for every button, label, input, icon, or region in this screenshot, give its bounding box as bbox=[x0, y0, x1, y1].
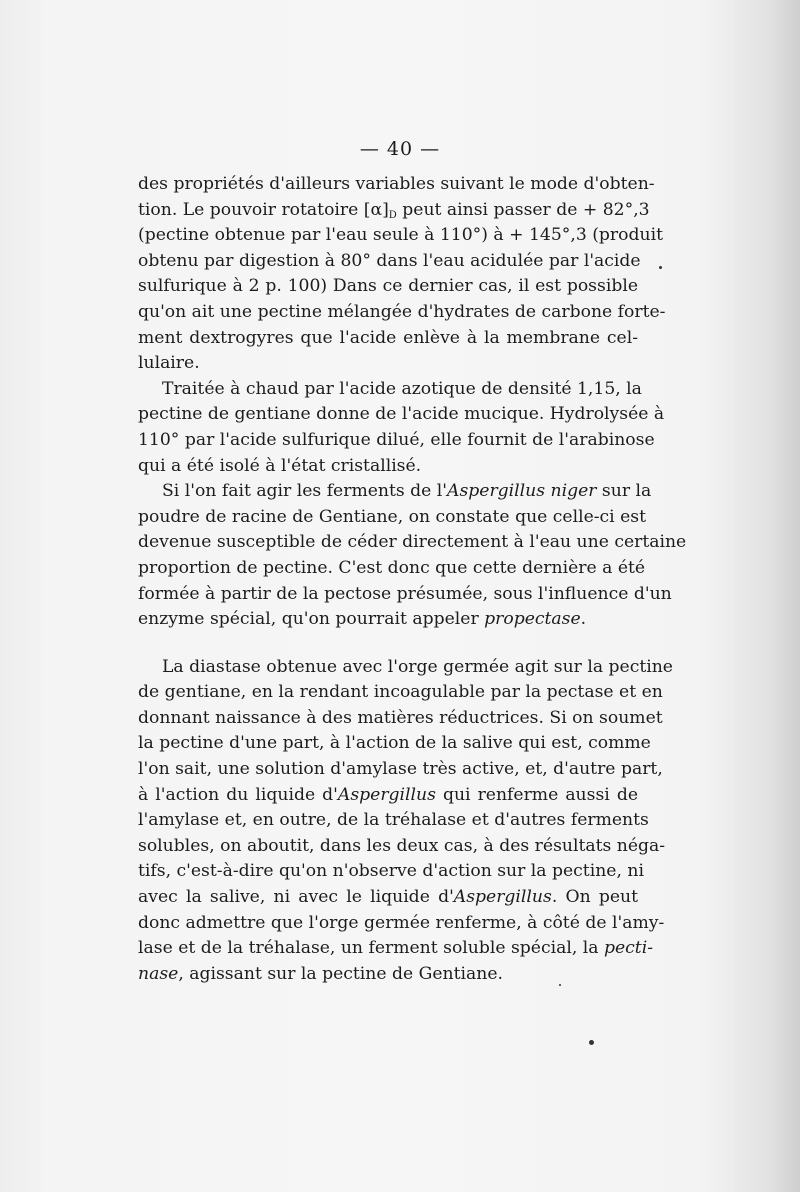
italic-term: Aspergillus niger bbox=[447, 481, 597, 502]
text-line: lase et de la tréhalase, un ferment soluble spécial, la pecti- bbox=[138, 938, 653, 959]
text-line: des propriétés d'ailleurs variables suivant le mode d'obten- bbox=[138, 174, 655, 194]
italic-term: nase bbox=[138, 963, 179, 984]
text-line: ment dextrogyres que l'acide enlève à la membrane cel- bbox=[138, 327, 638, 348]
text-line: pectine de gentiane donne de l'acide mucique. Hydrolysée à bbox=[138, 404, 665, 425]
paragraph bbox=[138, 377, 665, 479]
text-line: poudre de racine de Gentiane, on constate que celle-ci est bbox=[138, 506, 647, 527]
text-line: 110° par l'acide sulfurique dilué, elle fournit de l'arabinose bbox=[138, 429, 655, 450]
text-line: la pectine d'une part, à l'action de la salive qui est, comme bbox=[138, 733, 651, 754]
page-number: — 40 — bbox=[359, 138, 441, 160]
text-line: avec la salive, ni avec le liquide d'Aspergillus. On peut bbox=[138, 887, 638, 908]
paragraph bbox=[138, 479, 687, 633]
text-line: enzyme spécial, qu'on pourrait appeler propectase. bbox=[138, 609, 587, 630]
text-line: sulfurique à 2 p. 100) Dans ce dernier cas, il est possible bbox=[138, 276, 638, 297]
paragraph-gap bbox=[138, 633, 638, 655]
text-line: obtenu par digestion à 80° dans l'eau acidulée par l'acide bbox=[138, 250, 641, 271]
italic-term: Aspergillus bbox=[453, 887, 552, 908]
text-line: l'on sait, une solution d'amylase très active, et, d'autre part, bbox=[138, 759, 663, 780]
italic-term: Aspergillus bbox=[337, 784, 436, 805]
body-text bbox=[138, 172, 687, 987]
text-line: proportion de pectine. C'est donc que cette dernière a été bbox=[138, 557, 646, 578]
text-line: tion. Le pouvoir rotatoire $[\alpha]_D$ peut ainsi passer de + 82°,3 bbox=[138, 199, 650, 221]
italic-term: propectase bbox=[484, 609, 581, 630]
text-line: qu'on ait une pectine mélangée d'hydrates de carbone forte- bbox=[138, 301, 666, 322]
text-line: donc admettre que l'orge germée renferme, à côté de l'amy- bbox=[138, 912, 665, 933]
text-line: qui a été isolé à l'état cristallisé. bbox=[138, 455, 422, 476]
text-line: l'amylase et, en outre, de la tréhalase et d'autres ferments bbox=[138, 810, 649, 831]
text-line: lulaire. bbox=[138, 353, 200, 374]
paragraph bbox=[138, 655, 673, 988]
italic-term: pecti- bbox=[603, 938, 653, 959]
text-line: formée à partir de la pectose présumée, sous l'influence d'un bbox=[138, 583, 672, 604]
text-line: Traitée à chaud par l'acide azotique de densité 1,15, la bbox=[162, 378, 642, 399]
text-line: La diastase obtenue avec l'orge germée agit sur la pectine bbox=[162, 656, 673, 677]
paragraph bbox=[138, 172, 666, 377]
text-line: solubles, on aboutit, dans les deux cas, à des résultats néga- bbox=[138, 835, 666, 856]
text-line: donnant naissance à des matières réductrices. Si on soumet bbox=[138, 707, 663, 728]
text-line: tifs, c'est-à-dire qu'on n'observe d'action sur la pectine, ni bbox=[138, 861, 644, 882]
subscript: D bbox=[388, 209, 397, 221]
text-line: Si l'on fait agir les ferments de l'Aspergillus niger sur la bbox=[162, 481, 652, 502]
text-line: devenue susceptible de céder directement à l'eau une certaine bbox=[138, 532, 687, 553]
text-line: de gentiane, en la rendant incoagulable par la pectase et en bbox=[138, 682, 663, 703]
printing-speck bbox=[659, 266, 662, 269]
printing-speck bbox=[559, 984, 561, 986]
printing-speck bbox=[589, 1040, 594, 1045]
text-line: à l'action du liquide d'Aspergillus qui renferme aussi de bbox=[138, 784, 638, 805]
text-line: nase, agissant sur la pectine de Gentiane. bbox=[138, 963, 503, 984]
text-line: (pectine obtenue par l'eau seule à 110°) à + 145°,3 (produit bbox=[138, 225, 663, 246]
